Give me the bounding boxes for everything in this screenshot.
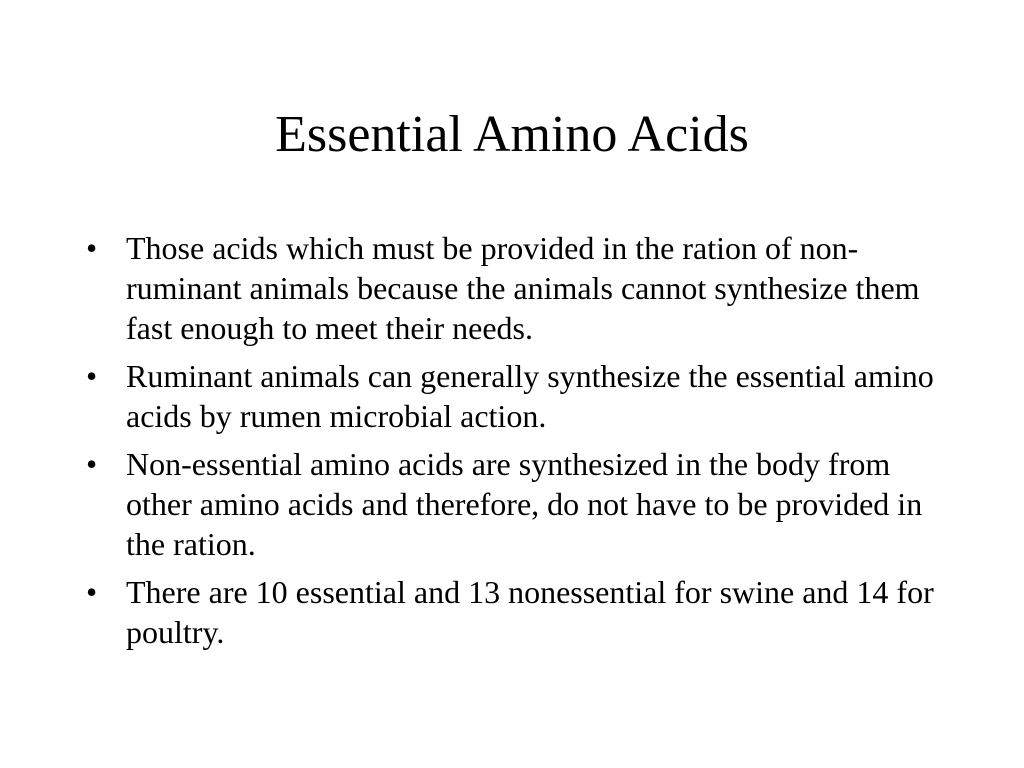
bullet-dot-icon: • (86, 574, 98, 610)
bullet-text: There are 10 essential and 13 nonessential for swine and 14 for poultry. (126, 574, 934, 650)
bullet-item (86, 228, 956, 348)
bullet-item (86, 356, 956, 436)
bullet-text: Ruminant animals can generally synthesize the essential amino acids by rumen microbial action. (126, 358, 934, 434)
bullet-text: Non-essential amino acids are synthesized in the body from other amino acids and therefore, do not have to be provided in the ration. (126, 446, 923, 562)
bullet-text: Those acids which must be provided in the ration of non-ruminant animals because the animals cannot synthesize them fast enough to meet their needs. (126, 230, 920, 346)
bullet-item (86, 572, 956, 652)
bullet-list (86, 228, 956, 660)
bullet-item (86, 444, 956, 564)
bullet-dot-icon: • (86, 446, 98, 482)
slide-title: Essential Amino Acids (275, 106, 749, 163)
bullet-dot-icon: • (86, 230, 98, 266)
bullet-dot-icon: • (86, 358, 98, 394)
